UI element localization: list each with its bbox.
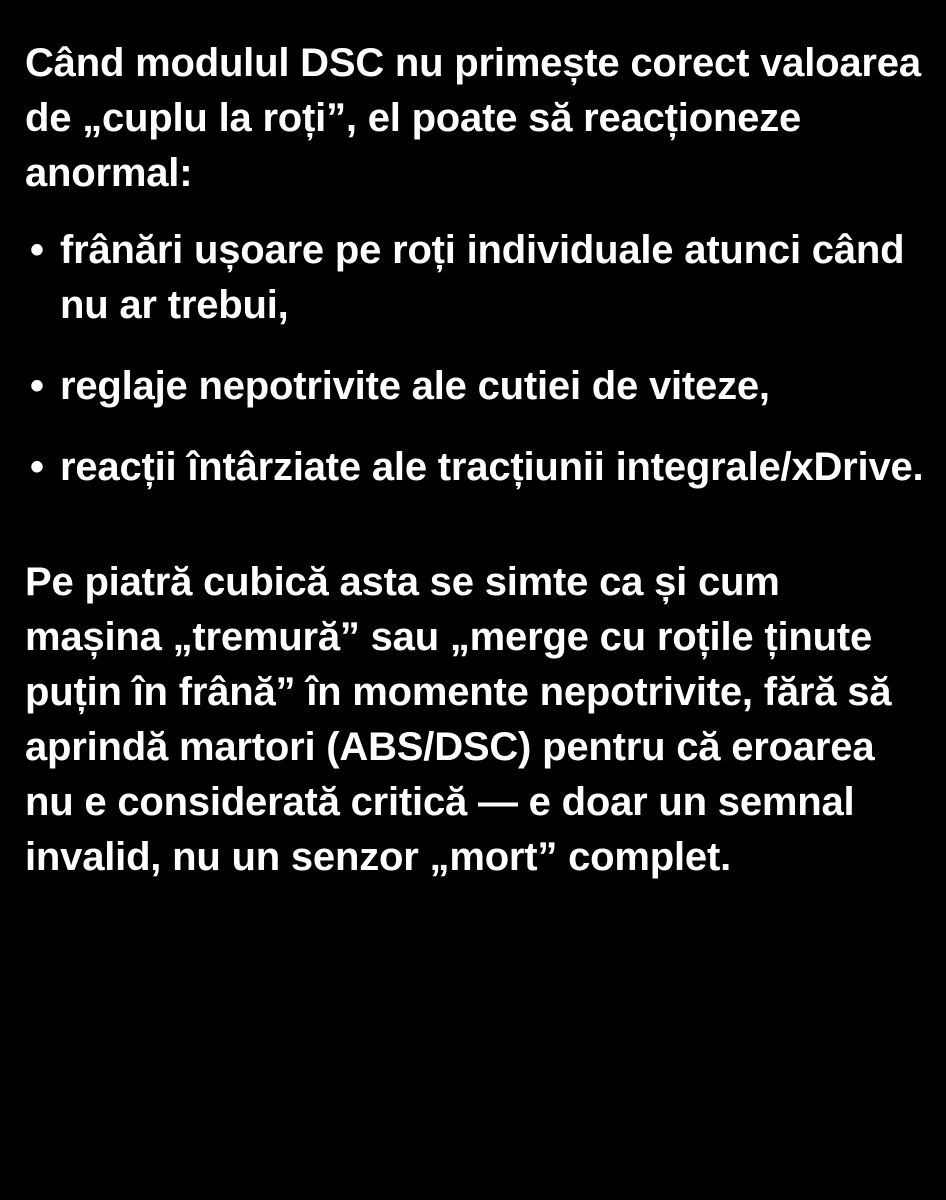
bullet-icon: • — [30, 445, 44, 489]
list-item — [25, 359, 926, 414]
list-item — [25, 440, 926, 495]
bullet-text: reacții întârziate ale tracțiunii integrale/xDrive. — [60, 445, 924, 489]
bullet-icon: • — [30, 228, 44, 272]
intro-paragraph: Când modulul DSC nu primește corect valoarea de „cuplu la roți”, el poate să reacționeze anormal: — [25, 41, 921, 195]
outro-paragraph: Pe piatră cubică asta se simte ca și cum mașina „tremură” sau „merge cu roțile ținute puțin în frână” în momente nepotrivite, fără să aprindă martori (ABS/DSC) pentru că eroarea nu e considerată critică — e doar un semnal invalid, nu un senzor „mort” complet. — [25, 560, 892, 879]
bullet-text: reglaje nepotrivite ale cutiei de viteze, — [60, 364, 770, 408]
list-item — [25, 223, 926, 333]
bullet-text: frânări ușoare pe roți individuale atunci când nu ar trebui, — [60, 228, 905, 327]
bullet-list — [25, 223, 926, 495]
bullet-icon: • — [30, 364, 44, 408]
